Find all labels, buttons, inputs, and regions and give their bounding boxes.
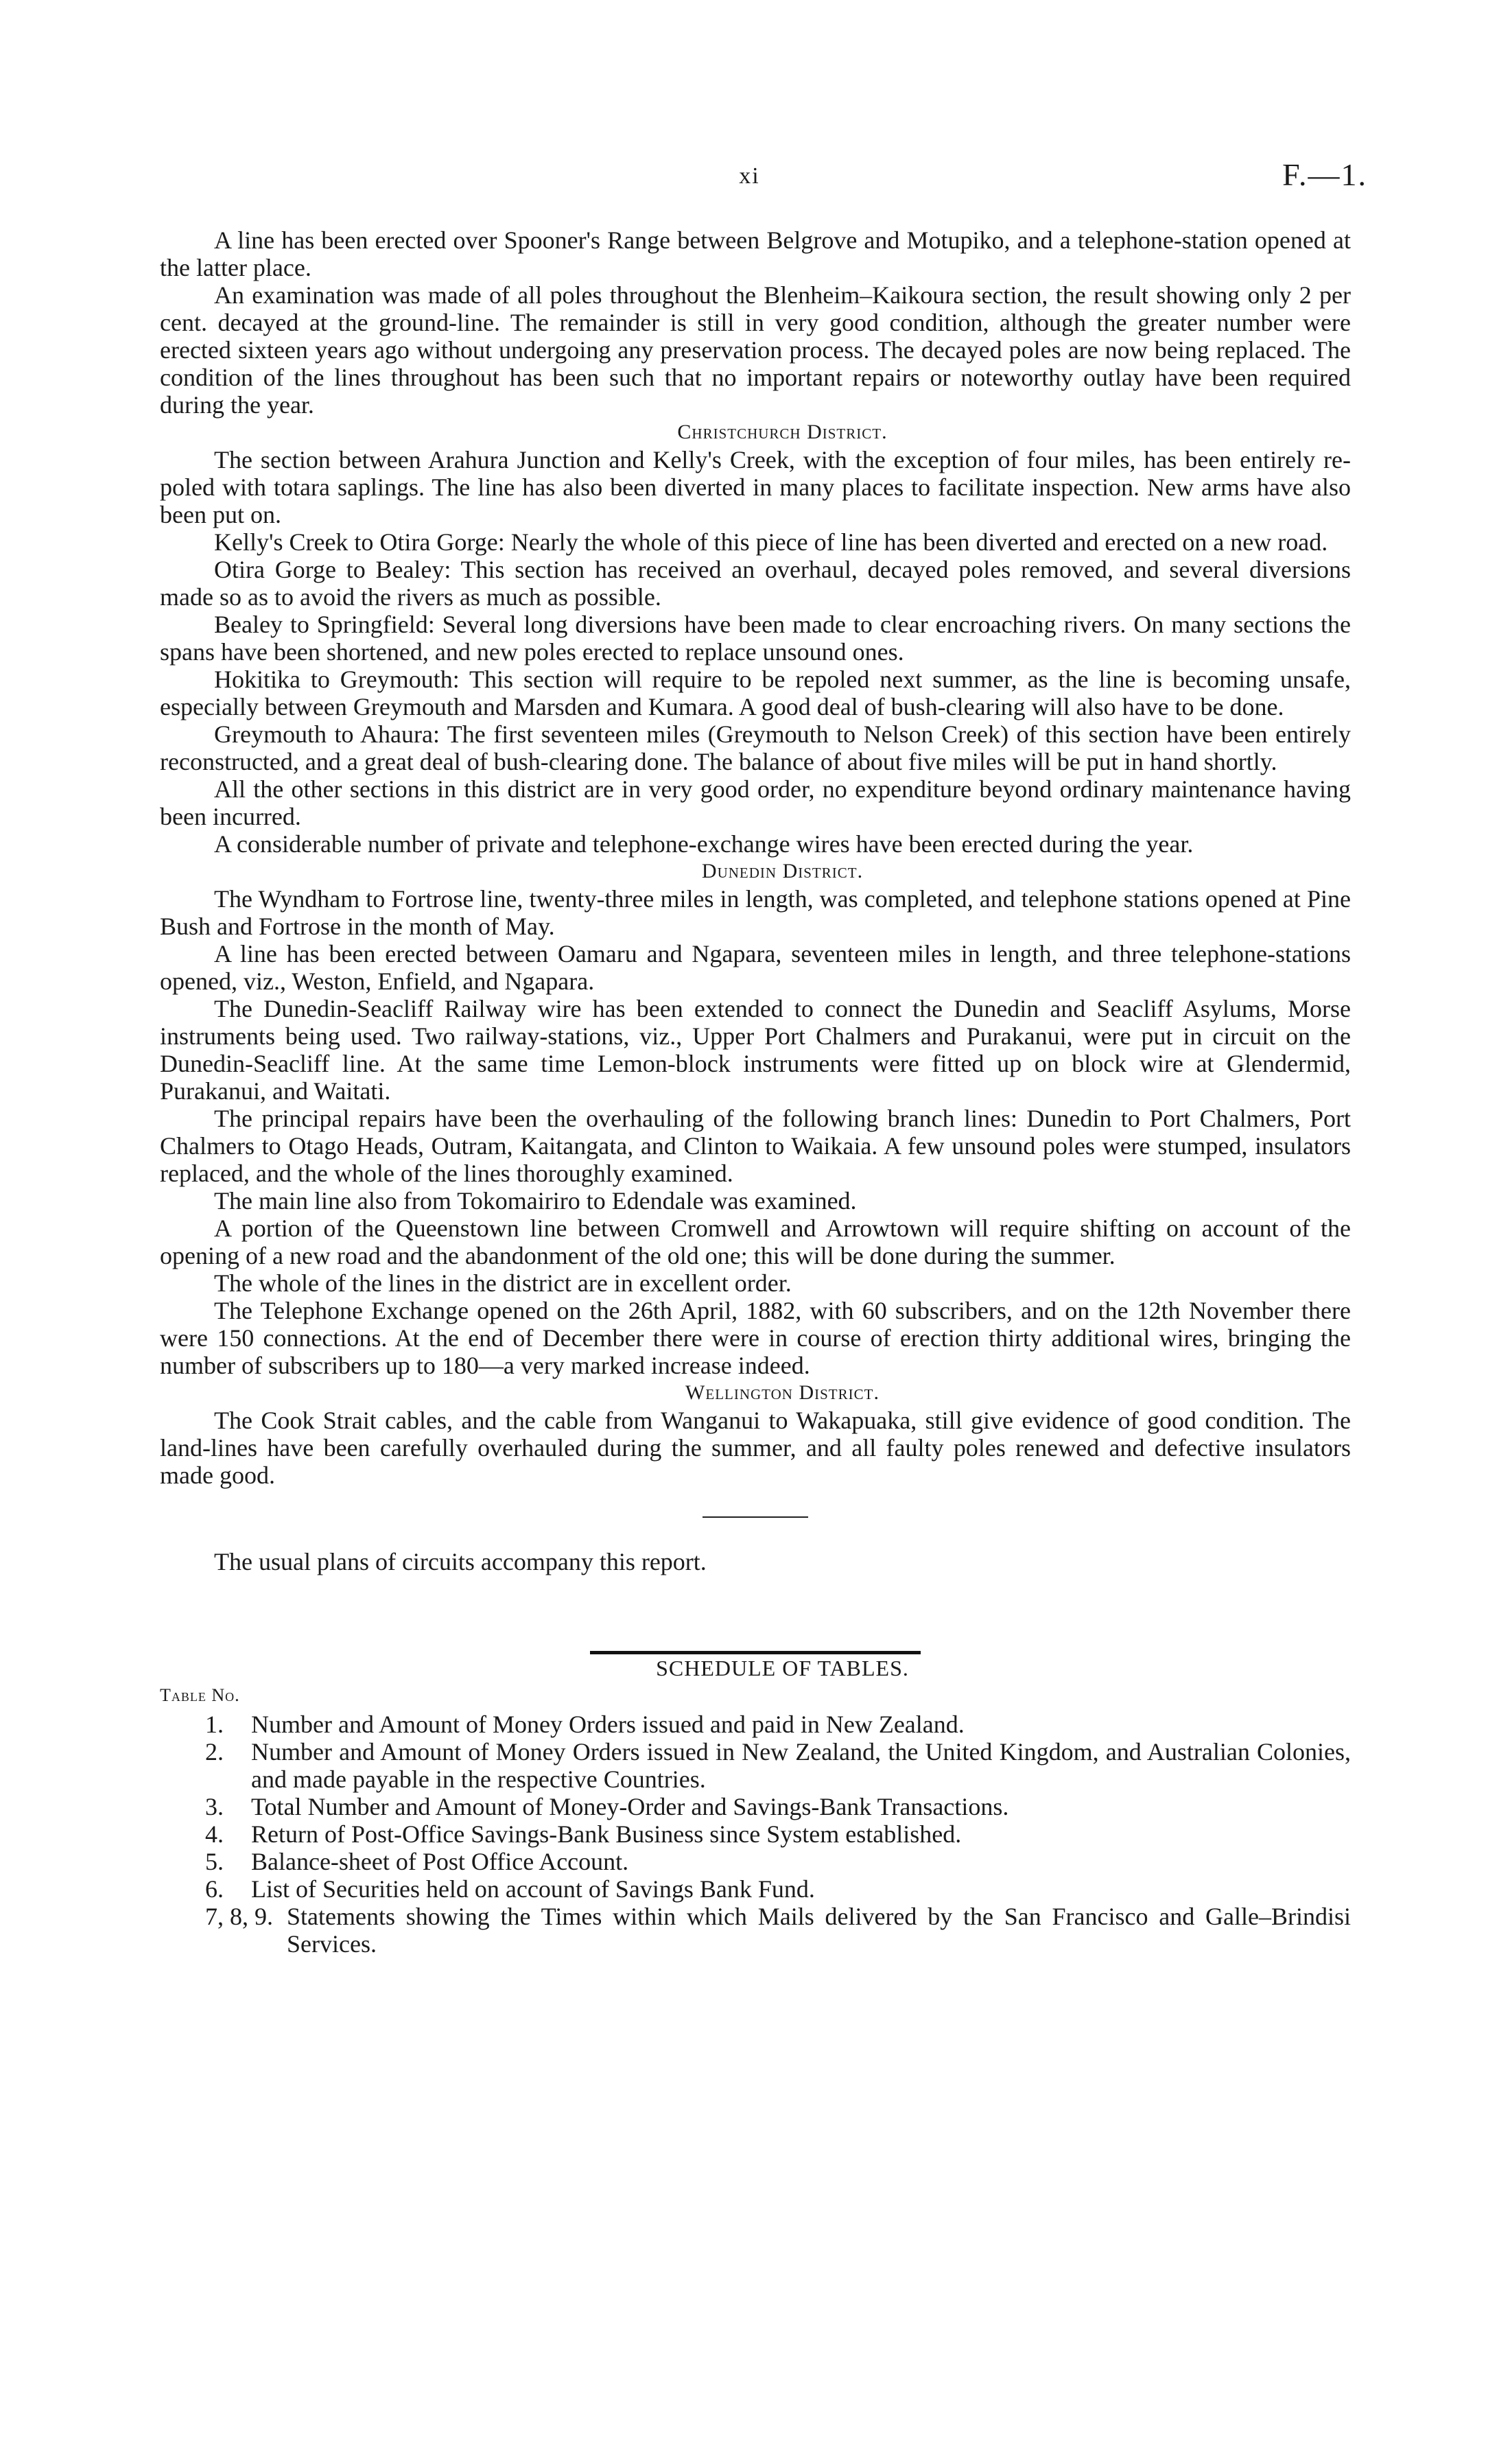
paragraph: Hokitika to Greymouth: This section will require to be repoled next summer, as the line is becoming unsafe, especially between Greymouth and Marsden and Kumara. A good deal of bush-clearing will also have to be done.	[160, 666, 1351, 720]
body-text	[160, 226, 1351, 1958]
paragraph: Otira Gorge to Bealey: This section has received an overhaul, decayed poles removed, and several diversions made so as to avoid the rivers as much as possible.	[160, 556, 1351, 611]
item-text: Total Number and Amount of Money-Order and Savings-Bank Transactions.	[251, 1793, 1009, 1820]
section-heading-wellington: Wellington District.	[685, 1381, 880, 1404]
paragraph: Greymouth to Ahaura: The first seventeen miles (Greymouth to Nelson Creek) of this section have been entirely reconstructed, and a great deal of bush-clearing done. The balance of about five miles will be put in hand shortly.	[160, 720, 1351, 775]
item-number: 7, 8, 9.	[205, 1903, 273, 1930]
paragraph: Bealey to Springfield: Several long diversions have been made to clear encroaching rivers. On many sections the spans have been shortened, and new poles erected to replace unsound ones.	[160, 611, 1351, 666]
item-number: 2.	[205, 1738, 224, 1765]
item-number: 1.	[205, 1711, 224, 1738]
paragraph: All the other sections in this district are in very good order, no expenditure beyond ordinary maintenance having been incurred.	[160, 775, 1351, 830]
schedule-list	[160, 1711, 1351, 1958]
paragraph: An examination was made of all poles throughout the Blenheim–Kaikoura section, the result showing only 2 per cent. decayed at the ground-line. The remainder is still in very good condition, although the greater number were erected sixteen years ago without undergoing any preservation process. The decayed poles are now being replaced. The condition of the lines throughout has been such that no important repairs or noteworthy outlay have been required during the year.	[160, 281, 1351, 419]
paragraph: The Telephone Exchange opened on the 26th April, 1882, with 60 subscribers, and on the 12th November there were 150 connections. At the end of December there were in course of erection thirty additional wires, bringing the number of subscribers up to 180—a very marked increase indeed.	[160, 1297, 1351, 1379]
schedule-item	[160, 1820, 1351, 1848]
closing-paragraph: The usual plans of circuits accompany this report.	[214, 1548, 707, 1575]
section-heading-dunedin: Dunedin District.	[701, 860, 864, 882]
item-text: Balance-sheet of Post Office Account.	[251, 1848, 629, 1875]
document-code: F.—1.	[1282, 157, 1367, 192]
paragraph: The whole of the lines in the district are in excellent order.	[214, 1269, 792, 1297]
divider-rule	[703, 1516, 808, 1518]
paragraph: The Dunedin-Seacliff Railway wire has been extended to connect the Dunedin and Seacliff Asylums, Morse instruments being used. Two railway-stations, viz., Upper Port Chalmers and Purakanui, were put in circuit on the Dunedin-Seacliff line. At the same time Lemon-block instruments were fitted up on block wire at Glendermid, Purakanui, and Waitati.	[160, 995, 1351, 1105]
schedule-item	[160, 1875, 1351, 1903]
paragraph: A considerable number of private and telephone-exchange wires have been erected during the year.	[214, 830, 1194, 858]
paragraph: A line has been erected between Oamaru and Ngapara, seventeen miles in length, and three telephone-stations opened, viz., Weston, Enfield, and Ngapara.	[160, 940, 1351, 995]
paragraph: The main line also from Tokomairiro to Edendale was examined.	[214, 1187, 857, 1215]
paragraph: The section between Arahura Junction and Kelly's Creek, with the exception of four miles, has been entirely re-poled with totara saplings. The line has also been diverted in many places to facilitate inspection. New arms have also been put on.	[160, 446, 1351, 528]
schedule-title: SCHEDULE OF TABLES.	[656, 1656, 909, 1680]
item-number: 5.	[205, 1848, 224, 1875]
item-text: Statements showing the Times within which Mails delivered by the San Francisco and Galle–Brindisi Services.	[287, 1903, 1351, 1958]
schedule-item	[160, 1903, 1351, 1958]
schedule-item	[160, 1711, 1351, 1738]
paragraph: Kelly's Creek to Otira Gorge: Nearly the whole of this piece of line has been diverted and erected on a new road.	[214, 528, 1328, 556]
schedule-item	[160, 1793, 1351, 1820]
page-number: xi	[739, 163, 760, 189]
paragraph: The Wyndham to Fortrose line, twenty-three miles in length, was completed, and telephone stations opened at Pine Bush and Fortrose in the month of May.	[160, 885, 1351, 940]
schedule-item	[160, 1848, 1351, 1875]
item-text: Return of Post-Office Savings-Bank Business since System established.	[251, 1820, 962, 1848]
item-text: List of Securities held on account of Savings Bank Fund.	[251, 1875, 815, 1903]
table-number-label: Table No.	[160, 1685, 240, 1705]
section-heading-christchurch: Christchurch District.	[677, 421, 888, 443]
schedule-item	[160, 1738, 1351, 1793]
paragraph: The Cook Strait cables, and the cable from Wanganui to Wakapuaka, still give evidence of good condition. The land-lines have been carefully overhauled during the summer, and all faulty poles renewed and defective insulators made good.	[160, 1407, 1351, 1489]
paragraph: A portion of the Queenstown line between Cromwell and Arrowtown will require shifting on account of the opening of a new road and the abandonment of the old one; this will be done during the summer.	[160, 1215, 1351, 1269]
item-number: 4.	[205, 1820, 224, 1848]
paragraph: A line has been erected over Spooner's Range between Belgrove and Motupiko, and a telephone-station opened at the latter place.	[160, 226, 1351, 281]
item-number: 6.	[205, 1875, 224, 1903]
item-text: Number and Amount of Money Orders issued and paid in New Zealand.	[251, 1711, 965, 1738]
paragraph: The principal repairs have been the overhauling of the following branch lines: Dunedin to Port Chalmers, Port Chalmers to Otago Heads, Outram, Kaitangata, and Clinton to Waikaia. A few unsound poles were stumped, insulators replaced, and the whole of the lines thoroughly examined.	[160, 1105, 1351, 1187]
item-text: Number and Amount of Money Orders issued in New Zealand, the United Kingdom, and Australian Colonies, and made payable in the respective Countries.	[251, 1738, 1351, 1793]
item-number: 3.	[205, 1793, 224, 1820]
